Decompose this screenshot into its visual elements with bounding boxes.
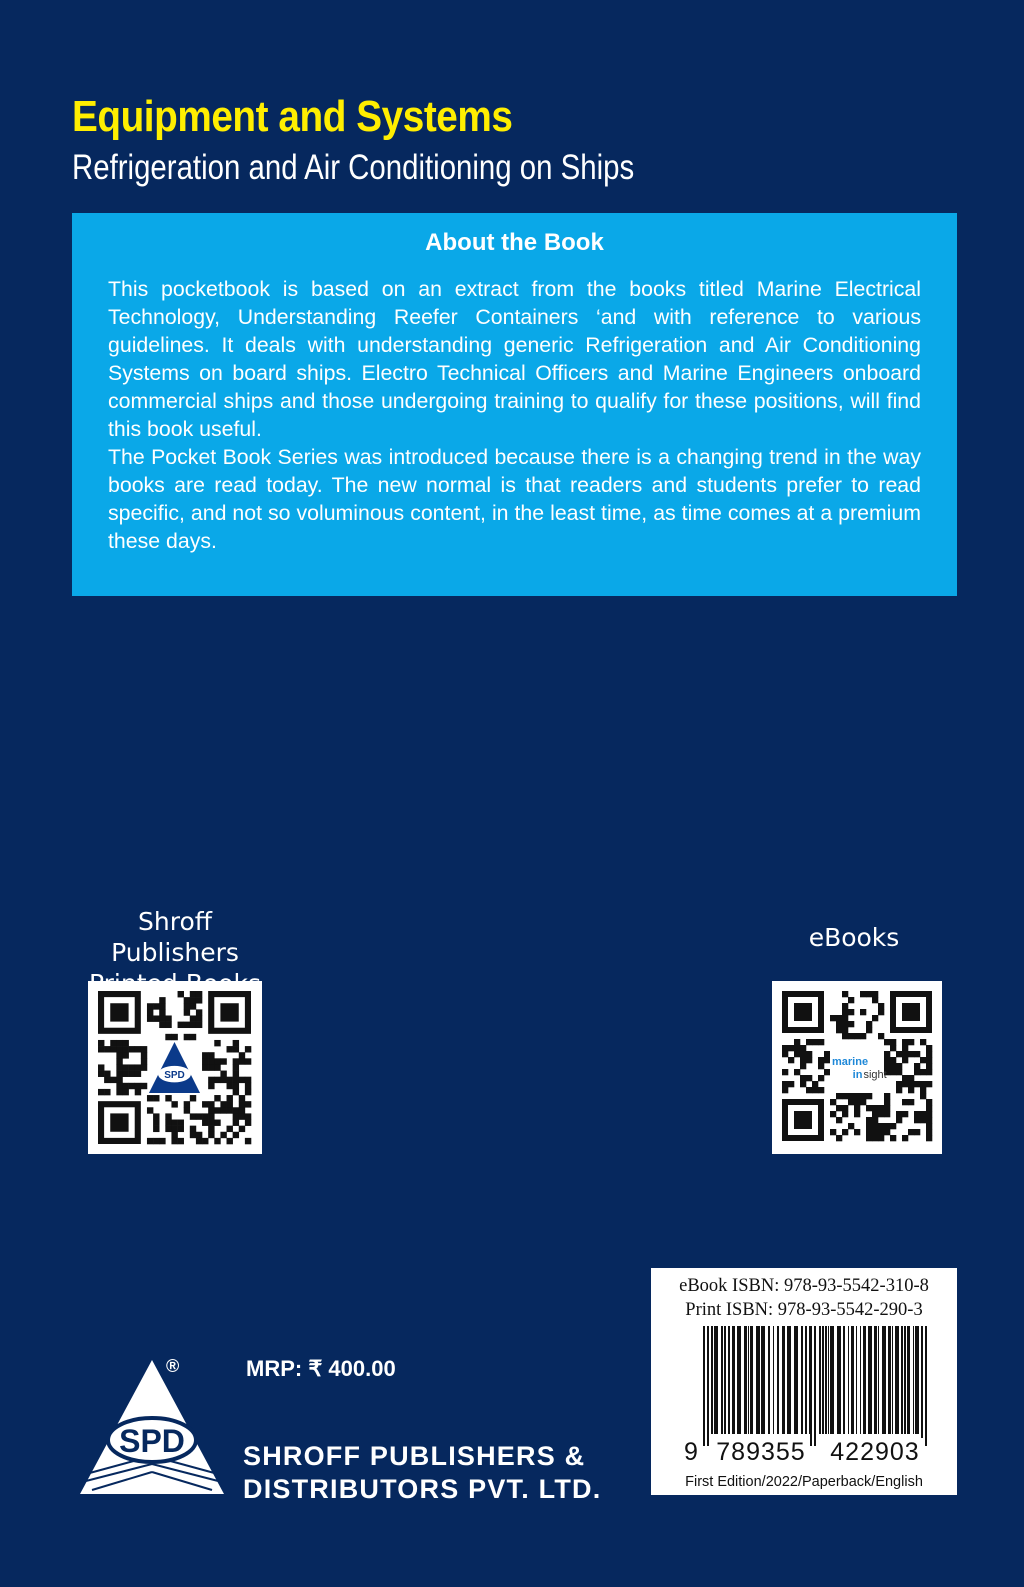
qr-code-icon (772, 981, 942, 1154)
printed-books-label-line1: Shroff Publishers (111, 907, 239, 967)
about-body (108, 275, 921, 555)
publisher-name (243, 1440, 601, 1506)
registered-mark: ® (166, 1356, 180, 1376)
isbn-barcode-box (651, 1268, 957, 1495)
publisher-name-line1: SHROFF PUBLISHERS & (243, 1441, 586, 1471)
barcode-icon (651, 1326, 957, 1446)
book-series-title: Equipment and Systems (72, 92, 513, 141)
about-paragraph: The Pocket Book Series was introduced because there is a changing trend in the way books are read today. The new normal is that readers and students prefer to read specific, and not so voluminous content, in the least time, as time comes at a premium these days. (108, 445, 921, 553)
ebook-isbn: eBook ISBN: 978-93-5542-310-8 (679, 1276, 929, 1296)
ebooks-qr-label: eBooks (808, 923, 900, 952)
svg-text:sight: sight (863, 1068, 887, 1081)
svg-text:SPD: SPD (164, 1069, 185, 1081)
spd-logo-text: SPD (119, 1423, 185, 1459)
publisher-name-line2: DISTRIBUTORS PVT. LTD. (243, 1474, 602, 1504)
svg-text:in: in (852, 1068, 863, 1081)
spd-logo-icon (72, 1352, 232, 1502)
qr-code-icon (88, 981, 262, 1154)
about-heading: About the Book (425, 229, 604, 256)
barcode-digit-group-2: 422903 (827, 1438, 923, 1467)
mrp-price: MRP: ₹ 400.00 (246, 1356, 396, 1381)
barcode-digit-lead: 9 (681, 1438, 701, 1467)
printed-books-qr-code[interactable] (88, 981, 262, 1154)
print-isbn: Print ISBN: 978-93-5542-290-3 (685, 1300, 923, 1320)
about-paragraph: This pocketbook is based on an extract from the books titled Marine Electrical Technology, Understanding Reefer Containers ‘and with reference to various guidelines. It deals with understanding generic Refrigeration and Air Conditioning Systems on board ships. Electro Technical Officers and Marine Engineers onboard commercial ships and those undergoing training to qualify for these positions, will find this book useful. (108, 277, 921, 441)
book-subtitle: Refrigeration and Air Conditioning on Ships (72, 148, 635, 187)
ebooks-qr-code[interactable] (772, 981, 942, 1154)
about-the-book-panel (72, 213, 957, 596)
svg-text:marine: marine (832, 1055, 869, 1068)
barcode-digit-group-1: 789355 (713, 1438, 809, 1467)
edition-info: First Edition/2022/Paperback/English (685, 1474, 923, 1490)
